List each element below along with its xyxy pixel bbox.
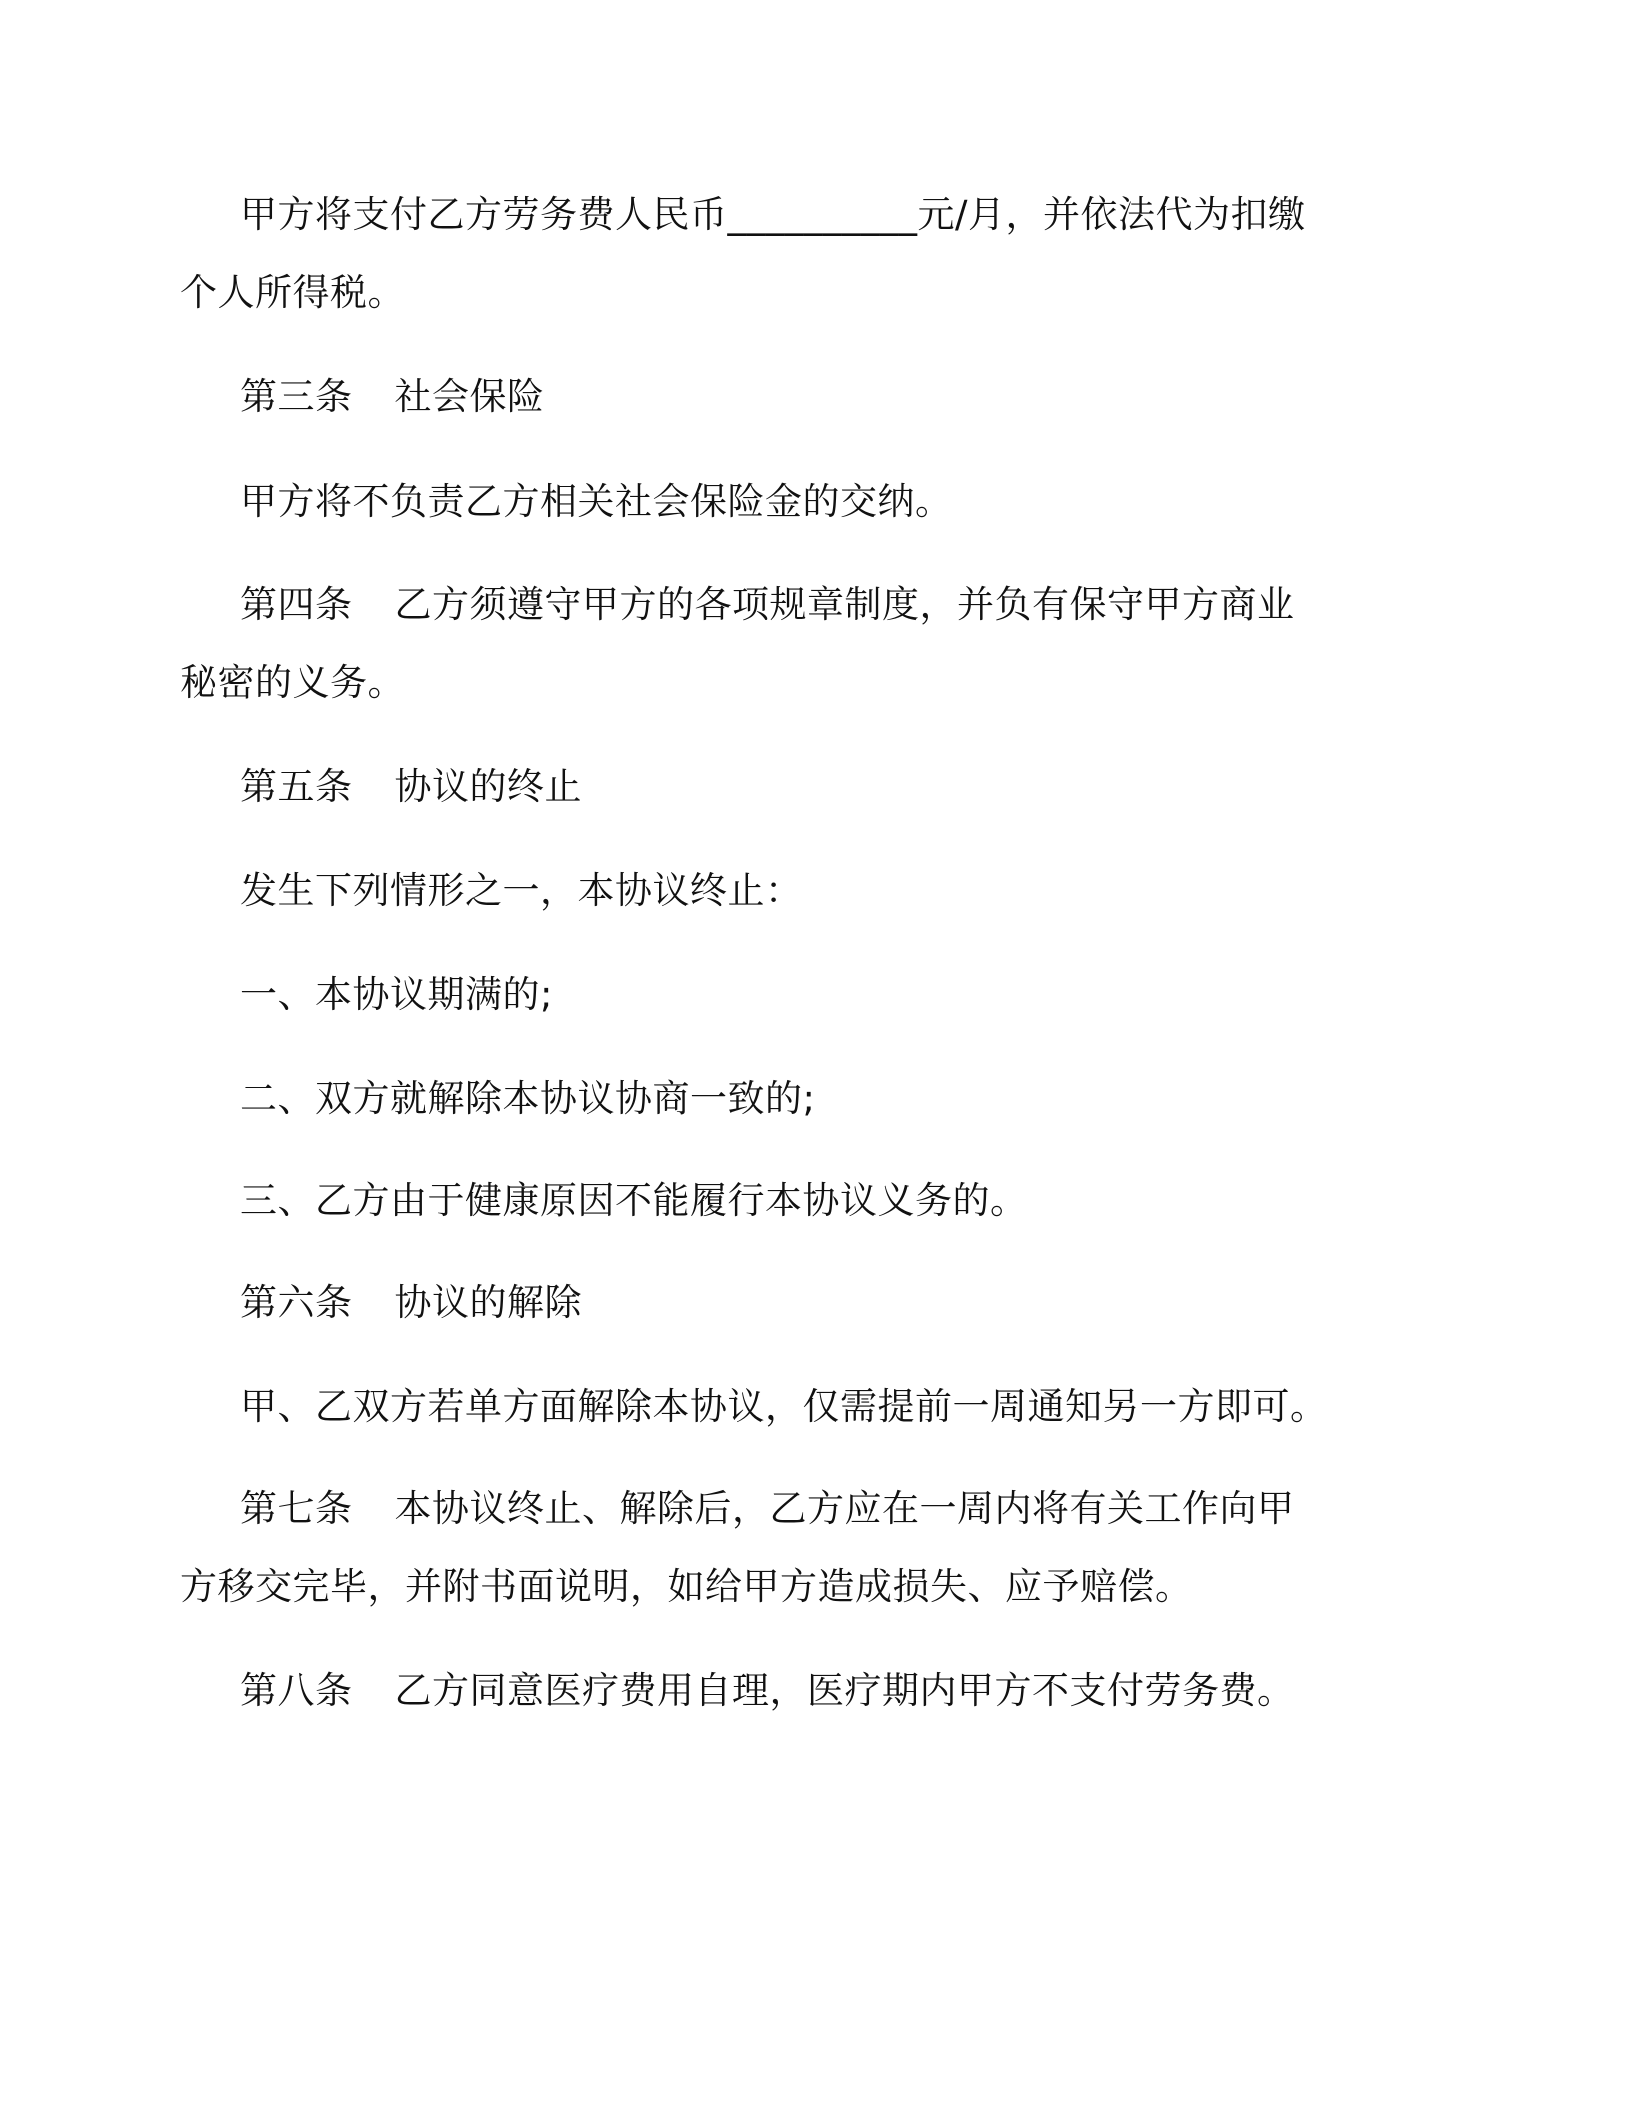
list-item (240, 1060, 1380, 1138)
article-title: 协议的解除 (394, 1281, 582, 1324)
article-title: 社会保险 (394, 375, 545, 418)
list-item-text: 三、乙方由于健康原因不能履行本协议义务的。 (240, 1179, 1028, 1222)
article-4 (240, 566, 1380, 644)
article-8 (240, 1652, 1380, 1730)
list-item-text: 二、双方就解除本协议协商一致的; (240, 1077, 816, 1120)
article-number: 第三条 (240, 375, 353, 418)
paragraph-fee-continued (180, 254, 1320, 332)
paragraph-text: 发生下列情形之一，本协议终止： (240, 869, 803, 912)
article-4-continued (180, 644, 1320, 722)
paragraph-termination-intro (240, 852, 1380, 930)
paragraph-social-insurance (240, 463, 1380, 541)
paragraph-text: 甲方将不负责乙方相关社会保险金的交纳。 (240, 480, 953, 523)
article-title: 协议的终止 (394, 765, 582, 808)
article-number: 第五条 (240, 765, 353, 808)
paragraph-fee (240, 176, 1380, 254)
list-item (240, 956, 1380, 1034)
paragraph-line: 乙方须遵守甲方的各项规章制度，并负有保守甲方商业 (394, 583, 1295, 626)
paragraph-line: 个人所得税。 (180, 271, 405, 314)
list-item (240, 1162, 1380, 1240)
paragraph-text: 乙方同意医疗费用自理，医疗期内甲方不支付劳务费。 (394, 1669, 1295, 1712)
article-number: 第八条 (240, 1669, 353, 1712)
article-number: 第七条 (240, 1487, 353, 1530)
article-5-heading (240, 748, 1380, 826)
paragraph-text: 甲、乙双方若单方面解除本协议，仅需提前一周通知另一方即可。 (240, 1385, 1328, 1428)
list-item-text: 一、本协议期满的; (240, 973, 553, 1016)
article-7 (240, 1470, 1380, 1548)
paragraph-line: 方移交完毕，并附书面说明，如给甲方造成损失、应予赔偿。 (180, 1565, 1193, 1608)
article-6-heading (240, 1264, 1380, 1342)
paragraph-line: 甲方将支付乙方劳务费人民币__________元/月，并依法代为扣缴 (240, 193, 1306, 236)
paragraph-dissolution (240, 1368, 1380, 1446)
paragraph-line: 本协议终止、解除后，乙方应在一周内将有关工作向甲 (394, 1487, 1295, 1530)
article-7-continued (180, 1548, 1320, 1626)
article-3-heading (240, 358, 1380, 436)
article-number: 第四条 (240, 583, 353, 626)
paragraph-line: 秘密的义务。 (180, 661, 405, 704)
article-number: 第六条 (240, 1281, 353, 1324)
